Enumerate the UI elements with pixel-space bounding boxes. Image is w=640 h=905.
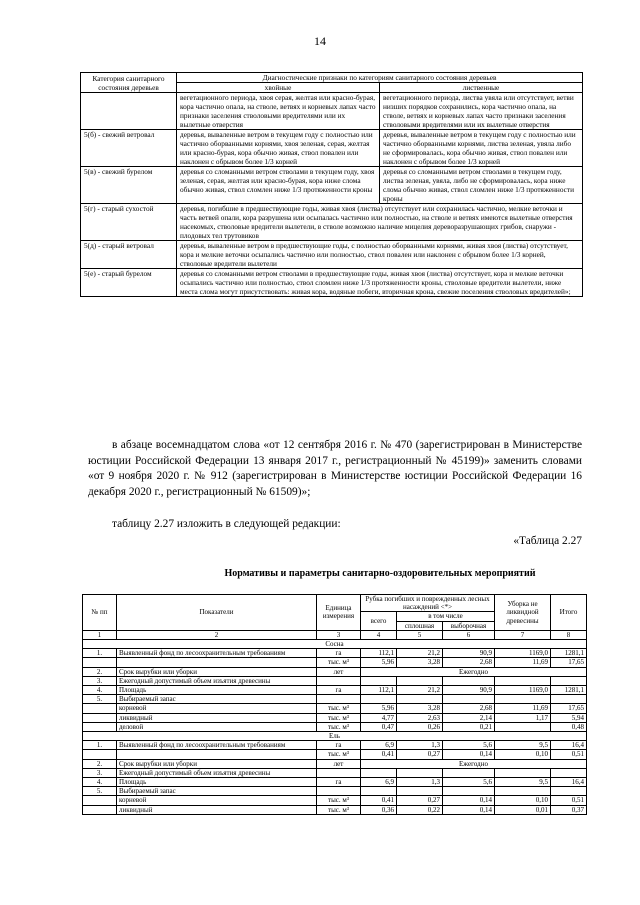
column-number: 5 [397, 630, 443, 639]
column-number: 6 [443, 630, 495, 639]
species-section-row [83, 640, 587, 649]
row-unit [317, 787, 361, 796]
row-number [83, 796, 117, 805]
table-row [83, 750, 587, 759]
table-row [83, 805, 587, 814]
category-row [81, 241, 583, 269]
row-value: 1,17 [495, 713, 551, 722]
row-value: 21,2 [397, 649, 443, 658]
row-value: 0,14 [443, 805, 495, 814]
column-number: 2 [117, 630, 317, 639]
table-row [83, 768, 587, 777]
table-row [83, 695, 587, 704]
row-value: 0,41 [361, 750, 397, 759]
category-row [81, 130, 583, 167]
row-value: 2,14 [443, 713, 495, 722]
header-indicators: Показатели [117, 595, 317, 631]
row-number [83, 722, 117, 731]
row-unit: тыс. м³ [317, 722, 361, 731]
row-value: 11,69 [495, 658, 551, 667]
row-value: 0,51 [551, 796, 587, 805]
row-value: 4,77 [361, 713, 397, 722]
row-value [443, 695, 495, 704]
row-value: 1169,0 [495, 686, 551, 695]
conifer-signs: деревья, вываленные ветром в текущем году с полностью или частично оборванными корнями, хвоя зеленая, серая, желтая или красно-бурая, кора обычно живая, ствол повален или наклонен с обрывом более 1/3 корней [177, 130, 380, 167]
species-section-row [83, 732, 587, 741]
row-value: 0,10 [495, 796, 551, 805]
row-indicator: Выбираемый запас [117, 787, 317, 796]
row-value: 0,21 [443, 722, 495, 731]
conifer-signs: деревья со сломанными ветром стволами в текущем году, хвоя зеленая, серая, желтая или красно-бурая, кора ниже слома обычно живая, ствол сломлен ниже 1/3 протяженности кроны [177, 167, 380, 204]
row-span-value: Ежегодно [361, 667, 587, 676]
row-value: 2,68 [443, 704, 495, 713]
row-value: 3,28 [397, 658, 443, 667]
row-number [83, 704, 117, 713]
table-row [83, 704, 587, 713]
row-value: 2,63 [397, 713, 443, 722]
row-value [551, 768, 587, 777]
row-number: 5. [83, 787, 117, 796]
header-selective: выборочная [443, 621, 495, 630]
row-number [83, 805, 117, 814]
row-value [495, 787, 551, 796]
header-felling: Рубка погибших и поврежденных лесных насаждений <*> [361, 595, 495, 612]
row-value [361, 768, 397, 777]
row-number: 5. [83, 695, 117, 704]
row-value: 0,01 [495, 805, 551, 814]
row-unit: тыс. м³ [317, 796, 361, 805]
cont-deciduous-cell: вегетационного периода, листва увяла или отсутствует, ветви низших порядков сохранились, кора частично опала, на стволе, ветвях и корневых лапах часто признаки заселения стволовыми вредителями или их вылетные отверстия [380, 93, 583, 130]
row-value: 9,5 [495, 778, 551, 787]
row-value [495, 676, 551, 685]
category-name: 5(е) - старый бурелом [81, 269, 177, 297]
row-indicator: Срок вырубки или уборки [117, 759, 317, 768]
row-value: 2,68 [443, 658, 495, 667]
row-indicator [117, 658, 317, 667]
header-number: № пп [83, 595, 117, 631]
row-indicator: ликвидный [117, 805, 317, 814]
table-row [83, 796, 587, 805]
row-unit [317, 695, 361, 704]
row-unit: тыс. м³ [317, 658, 361, 667]
row-value: 17,65 [551, 704, 587, 713]
table-row [83, 787, 587, 796]
category-row [81, 167, 583, 204]
row-value [397, 787, 443, 796]
row-value [551, 787, 587, 796]
column-number: 3 [317, 630, 361, 639]
row-value [361, 676, 397, 685]
row-indicator: корневой [117, 796, 317, 805]
row-value: 1281,1 [551, 686, 587, 695]
table-row [83, 741, 587, 750]
row-value: 90,9 [443, 686, 495, 695]
row-indicator: Выбираемый запас [117, 695, 317, 704]
row-number: 1. [83, 649, 117, 658]
row-value: 5,94 [551, 713, 587, 722]
column-numbers-row [83, 630, 587, 639]
row-value [397, 676, 443, 685]
row-indicator: Ежегодный допустимый объем изъятия древесины [117, 676, 317, 685]
cont-category-cell [81, 93, 177, 130]
header-including: в том числе [397, 612, 495, 621]
table-row [83, 778, 587, 787]
category-row [81, 269, 583, 297]
row-indicator: Ежегодный допустимый объем изъятия древесины [117, 768, 317, 777]
category-signs: деревья со сломанными ветром стволами в предшествующие годы, живая хвоя (листва) отсутствует, кора и мелкие веточки осыпались частично или полностью, ствол сломлен ниже 1/3 протяженности кроны, стволовые вредители вылетели, ниже места слома могут присутствовать: живая кора, водяные побеги, вторичная крона, свежие поселения стволовых вредителей»; [177, 269, 583, 297]
row-unit: тыс. м³ [317, 750, 361, 759]
row-value: 5,6 [443, 741, 495, 750]
row-value [443, 676, 495, 685]
row-number: 2. [83, 667, 117, 676]
row-value [443, 787, 495, 796]
table-row [83, 649, 587, 658]
deciduous-signs: деревья со сломанными ветром стволами в текущем году, листва зеленая, увяла, либо не сформировалась, кора ниже слома обычно живая, ствол сломлен ниже 1/3 протяженности кроны [380, 167, 583, 204]
row-value: 16,4 [551, 778, 587, 787]
row-value [443, 768, 495, 777]
row-value [397, 768, 443, 777]
row-value: 0,14 [443, 796, 495, 805]
cont-conifers-cell: вегетационного периода, хвоя серая, желтая или красно-бурая, кора частично опала, на стволе, ветвях и корневых лапах часто признаки заселения стволовыми вредителями или их вылетные отверстия [177, 93, 380, 130]
category-name: 5(б) - свежий ветровал [81, 130, 177, 167]
header-clear-cut: сплошная [397, 621, 443, 630]
row-unit: га [317, 686, 361, 695]
row-value: 1281,1 [551, 649, 587, 658]
header-conifers: хвойные [177, 83, 380, 93]
row-number: 2. [83, 759, 117, 768]
row-value: 0,47 [361, 722, 397, 731]
row-value: 1,3 [397, 778, 443, 787]
row-value: 0,37 [551, 805, 587, 814]
row-unit: лет [317, 759, 361, 768]
table-row [83, 759, 587, 768]
row-value: 5,96 [361, 658, 397, 667]
table-row [83, 658, 587, 667]
row-value: 0,41 [361, 796, 397, 805]
row-value: 5,6 [443, 778, 495, 787]
row-value: 5,96 [361, 704, 397, 713]
header-category: Категория санитарного состояния деревьев [81, 73, 177, 93]
row-value: 6,9 [361, 741, 397, 750]
table-row [83, 667, 587, 676]
category-row [81, 204, 583, 241]
row-value [495, 768, 551, 777]
row-value [397, 695, 443, 704]
row-indicator: ликвидный [117, 713, 317, 722]
row-number [83, 658, 117, 667]
row-value [495, 695, 551, 704]
row-span-value: Ежегодно [361, 759, 587, 768]
table-row [83, 722, 587, 731]
row-value: 0,51 [551, 750, 587, 759]
row-number: 4. [83, 686, 117, 695]
row-indicator [117, 750, 317, 759]
row-number: 1. [83, 741, 117, 750]
header-unit: Единица измерения [317, 595, 361, 631]
row-value [551, 695, 587, 704]
row-value: 9,5 [495, 741, 551, 750]
row-indicator: Выявленный фонд по лесоохранительным требованиям [117, 649, 317, 658]
row-value: 17,65 [551, 658, 587, 667]
row-value: 0,36 [361, 805, 397, 814]
category-signs: деревья, погибшие в предшествующие годы, живая хвоя (листва) отсутствует или сохранилась частично, мелкие веточки и часть ветвей опали, кора разрушена или осыпалась частично или полностью, на стволе и ветвях имеются вылетные отверстия насекомых, стволовые вредители вылетели, в стволе возможно наличие мицелия дереворазрушающих грибов, снаружи - плодовых тел трутовиков [177, 204, 583, 241]
row-value [361, 787, 397, 796]
column-number: 7 [495, 630, 551, 639]
row-value: 21,2 [397, 686, 443, 695]
deciduous-signs: деревья, вываленные ветром в текущем году с полностью или частично оборванными корнями, листва зеленая, увяла либо не сформировалась, кора обычно живая, ствол повален или наклонен с обрывом более 1/3 корней [380, 130, 583, 167]
header-felling-total: всего [361, 612, 397, 630]
row-value: 0,10 [495, 750, 551, 759]
table-row [83, 676, 587, 685]
category-name: 5(в) - свежий бурелом [81, 167, 177, 204]
row-unit: тыс. м³ [317, 704, 361, 713]
row-indicator: Выявленный фонд по лесоохранительным требованиям [117, 741, 317, 750]
row-value [495, 722, 551, 731]
sanitary-categories-table [80, 72, 583, 297]
row-indicator: деловой [117, 722, 317, 731]
header-diagnostics: Диагностические признаки по категориям санитарного состояния деревьев [177, 73, 583, 83]
table-intro-paragraph: таблицу 2.27 изложить в следующей редакции: [112, 518, 341, 530]
table-row [83, 713, 587, 722]
table-title: Нормативы и параметры санитарно-оздоровительных мероприятий [224, 568, 536, 579]
column-number: 4 [361, 630, 397, 639]
row-indicator: Площадь [117, 778, 317, 787]
row-unit: тыс. м³ [317, 805, 361, 814]
row-value: 0,27 [397, 750, 443, 759]
row-value: 1169,0 [495, 649, 551, 658]
species-name: Сосна [83, 640, 587, 649]
row-indicator: корневой [117, 704, 317, 713]
row-value: 0,26 [397, 722, 443, 731]
row-unit: га [317, 649, 361, 658]
column-number: 8 [551, 630, 587, 639]
category-name: 5(д) - старый ветровал [81, 241, 177, 269]
row-number [83, 750, 117, 759]
row-value: 90,9 [443, 649, 495, 658]
category-name: 5(г) - старый сухостой [81, 204, 177, 241]
row-indicator: Срок вырубки или уборки [117, 667, 317, 676]
table-label: «Таблица 2.27 [513, 535, 582, 547]
sanitary-measures-table [82, 594, 587, 815]
row-value: 0,48 [551, 722, 587, 731]
row-value [551, 676, 587, 685]
row-value: 16,4 [551, 741, 587, 750]
row-value: 11,69 [495, 704, 551, 713]
row-unit: га [317, 778, 361, 787]
amendment-paragraph: в абзаце восемнадцатом слова «от 12 сентября 2016 г. № 470 (зарегистрирован в Министерстве юстиции Российской Федерации 13 января 2017 г., регистрационный № 45199)» заменить словами «от 9 ноября 2020 г. № 912 (зарегистрирован в Министерстве юстиции Российской Федерации 16 декабря 2020 г., регистрационный № 61509)»; [88, 439, 582, 498]
row-value: 0,27 [397, 796, 443, 805]
row-unit [317, 676, 361, 685]
header-cleanup: Уборка не ликвидной древесины [495, 595, 551, 631]
header-total: Итого [551, 595, 587, 631]
row-number: 3. [83, 768, 117, 777]
row-value [361, 695, 397, 704]
row-value: 6,9 [361, 778, 397, 787]
row-value: 112,1 [361, 686, 397, 695]
row-indicator: Площадь [117, 686, 317, 695]
row-value: 112,1 [361, 649, 397, 658]
row-number: 3. [83, 676, 117, 685]
row-unit [317, 768, 361, 777]
category-signs: деревья, вываленные ветром в предшествующие годы, с полностью оборванными корнями, живая хвоя (листва) отсутствует, кора и мелкие веточки осыпались частично или полностью, ствол повален или наклонен с обрывом более 1/3 корней, стволовые вредители вылетели [177, 241, 583, 269]
row-value: 3,28 [397, 704, 443, 713]
species-name: Ель [83, 732, 587, 741]
table-row [83, 686, 587, 695]
page-number: 14 [314, 34, 326, 48]
row-unit: лет [317, 667, 361, 676]
header-deciduous: лиственные [380, 83, 583, 93]
column-number: 1 [83, 630, 117, 639]
row-number [83, 713, 117, 722]
row-value: 0,22 [397, 805, 443, 814]
row-value: 1,3 [397, 741, 443, 750]
row-unit: тыс. м³ [317, 713, 361, 722]
row-value: 0,14 [443, 750, 495, 759]
row-unit: га [317, 741, 361, 750]
row-number: 4. [83, 778, 117, 787]
